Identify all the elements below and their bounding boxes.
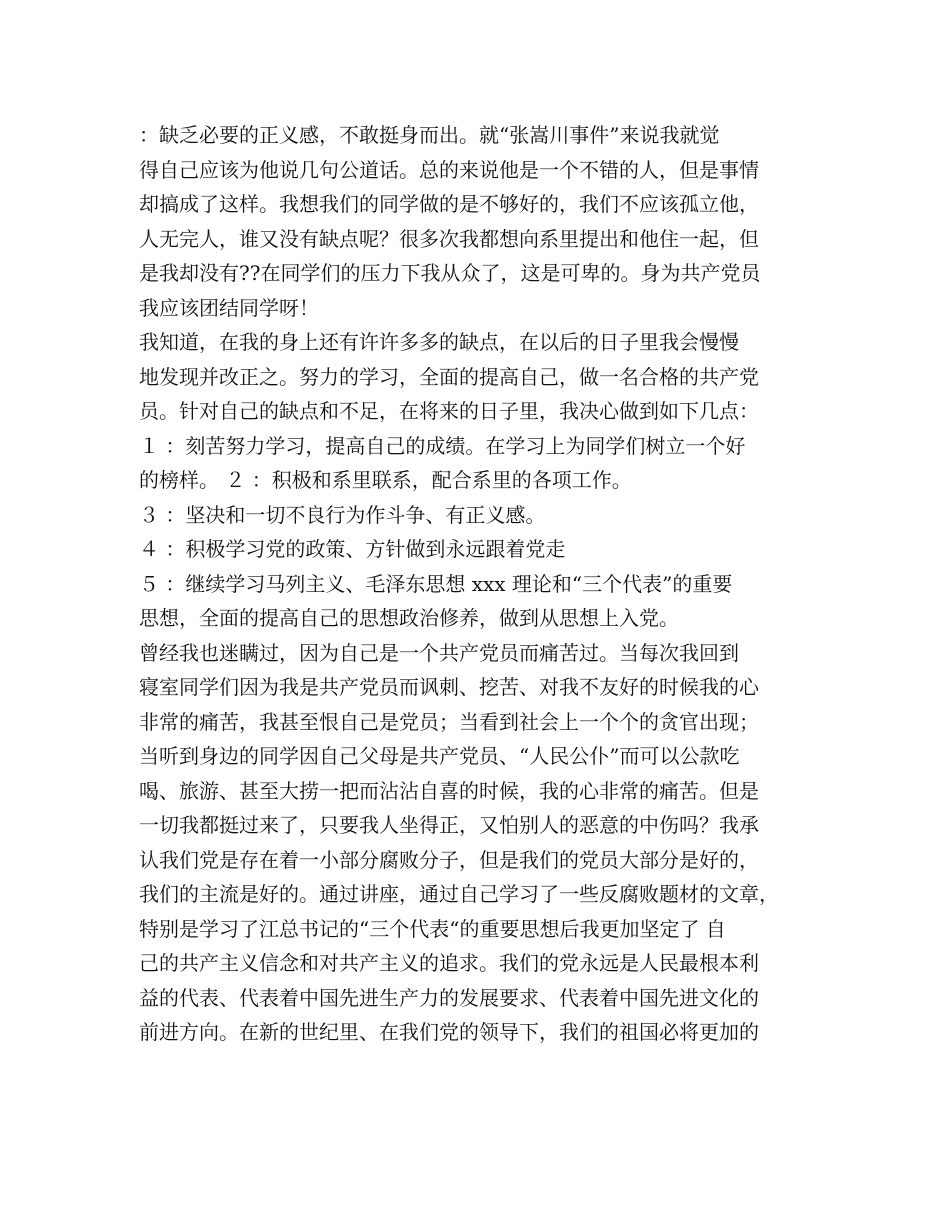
text-line: 我应该团结同学呀！: [139, 295, 319, 320]
text-line: ３ ：坚决和一切不良行为作斗争、有正义感。: [139, 502, 546, 527]
text-line: 一切我都挺过来了，只要我人坐得正，又怕别人的恶意的中伤吗？我承: [139, 813, 759, 837]
text-line: 前进方向。在新的世纪里、在我们党的领导下，我们的祖国必将更加的: [139, 1020, 759, 1044]
text-line: 寝室同学们因为我是共产党员而讽刺、挖苦、对我不友好的时候我的心: [139, 675, 759, 699]
text-line: 人无完人，谁又没有缺点呢？很多次我都想向系里提出和他住一起，但: [139, 226, 759, 251]
text-line: 特别是学习了江总书记的“三个代表“的重要思想后我更加坚定了 自: [139, 916, 726, 941]
text-line: １ ：刻苦努力学习，提高自己的成绩。在学习上为同学们树立一个好: [139, 433, 746, 458]
text-line: 员。针对自己的缺点和不足，在将来的日子里，我决心做到如下几点：: [139, 399, 759, 423]
text-line: 得自己应该为他说几句公道话。总的来说他是一个不错的人，但是事情: [139, 157, 759, 182]
text-line: 是我却没有??在同学们的压力下我从众了，这是可卑的。身为共产党员: [139, 261, 761, 285]
text-line: 思想，全面的提高自己的思想政治修养，做到从思想上入党。: [139, 606, 679, 630]
text-line: 我知道，在我的身上还有许许多多的缺点，在以后的日子里我会慢慢: [139, 330, 739, 354]
text-line: ：缺乏必要的正义感，不敢挺身而出。就“张嵩川事件”来说我就觉: [139, 123, 720, 147]
text-line: 己的共产主义信念和对共产主义的追求。我们的党永远是人民最根本利: [139, 951, 759, 975]
text-line: 的榜样。 ２ ：积极和系里联系，配合系里的各项工作。: [139, 468, 632, 492]
text-line: 当听到身边的同学因自己父母是共产党员、“人民公仆”而可以公款吃: [139, 744, 740, 768]
text-line: 曾经我也迷瞒过，因为自己是一个共产党员而痛苦过。当每次我回到: [139, 640, 739, 665]
text-line: ５ ：继续学习马列主义、毛泽东思想 xxx 理论和“三个代表”的重要: [139, 571, 733, 596]
text-line: ４ ：积极学习党的政策、方针做到永远跟着党走: [139, 537, 566, 561]
document-body: [139, 118, 829, 1050]
text-line: 非常的痛苦，我甚至恨自己是党员；当看到社会上一个个的贪官出现；: [139, 709, 759, 734]
text-line: 喝、旅游、甚至大捞一把而沾沾自喜的时候，我的心非常的痛苦。但是: [139, 778, 759, 803]
text-line: 我们的主流是好的。通过讲座，通过自己学习了一些反腐败题材的文章，: [139, 882, 779, 906]
text-line: 地发现并改正之。努力的学习，全面的提高自己，做一名合格的共产党: [139, 364, 759, 389]
text-line: 认我们党是存在着一小部分腐败分子，但是我们的党员大部分是好的，: [139, 847, 759, 872]
text-line: 却搞成了这样。我想我们的同学做的是不够好的，我们不应该孤立他，: [139, 192, 759, 216]
text-line: 益的代表、代表着中国先进生产力的发展要求、代表着中国先进文化的: [139, 985, 759, 1010]
